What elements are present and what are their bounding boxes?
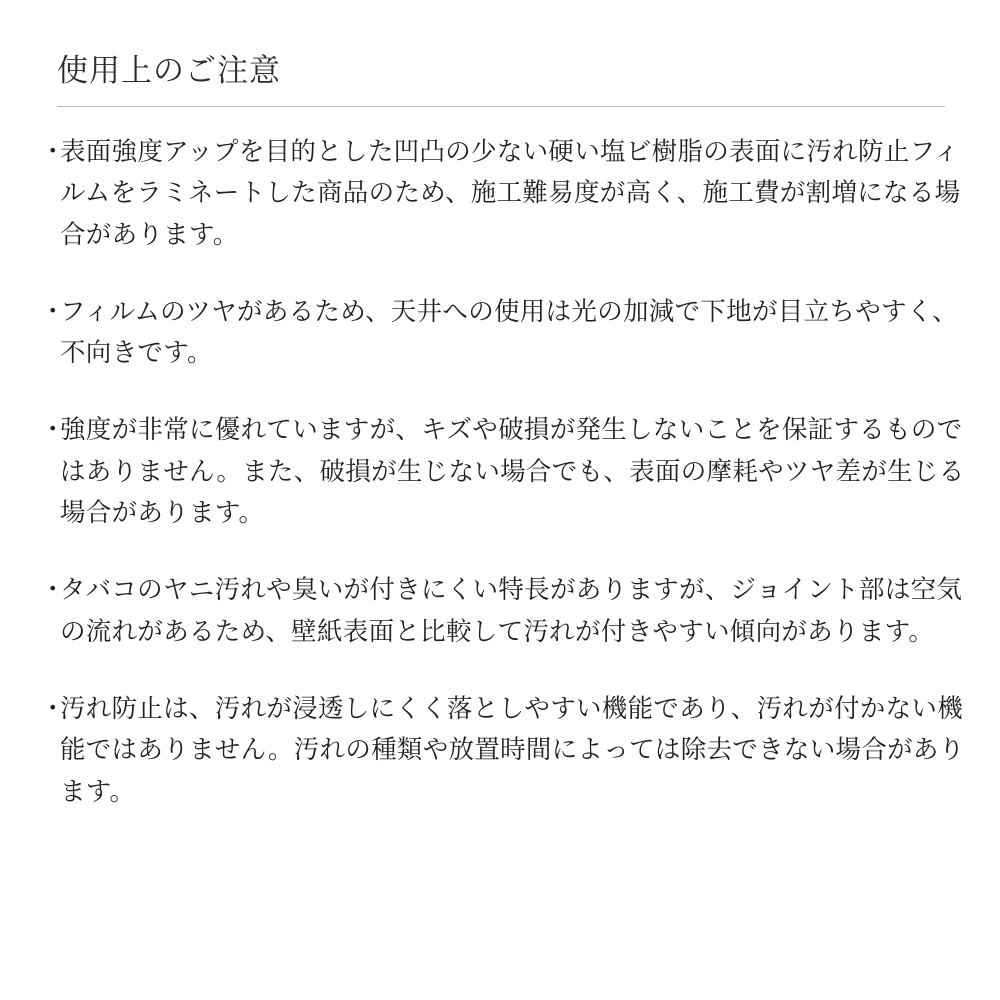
page-title: 使用上のご注意 (57, 53, 281, 88)
bullet-glyph: ・ (40, 416, 66, 445)
bullet-glyph: ・ (40, 138, 66, 166)
list-item (40, 292, 970, 375)
title-divider (57, 106, 945, 107)
notes-list (40, 132, 970, 813)
list-item (40, 132, 970, 256)
list-item (40, 689, 970, 813)
bullet-glyph: ・ (40, 576, 66, 605)
bullet-glyph: ・ (40, 297, 66, 326)
list-item-text: フィルムのツヤがあるため、天井への使用は光の加減で下地が目立ちやすく、不向きです。 (60, 297, 958, 368)
list-item (40, 570, 970, 653)
list-item-text: タバコのヤニ汚れや臭いが付きにくい特長がありますが、ジョイント部は空気の流れがあるため、壁紙表面と比較して汚れが付きやすい傾向があります。 (60, 576, 963, 646)
list-item-text: 強度が非常に優れていますが、キズや破損が発生しないことを保証するものではありません。また、破損が生じない場合でも、表面の摩耗やツヤ差が生じる場合があります。 (60, 416, 965, 528)
bullet-glyph: ・ (40, 694, 66, 723)
list-item-text: 汚れ防止は、汚れが浸透しにくく落としやすい機能であり、汚れが付かない機能ではありません。汚れの種類や放置時間によっては除去できない場合があります。 (60, 694, 965, 806)
list-item (40, 410, 970, 534)
list-item-text: 表面強度アップを目的とした凹凸の少ない硬い塩ビ樹脂の表面に汚れ防止フィルムをラミネートした商品のため、施工難易度が高く、施工費が割増になる場合があります。 (60, 138, 961, 249)
